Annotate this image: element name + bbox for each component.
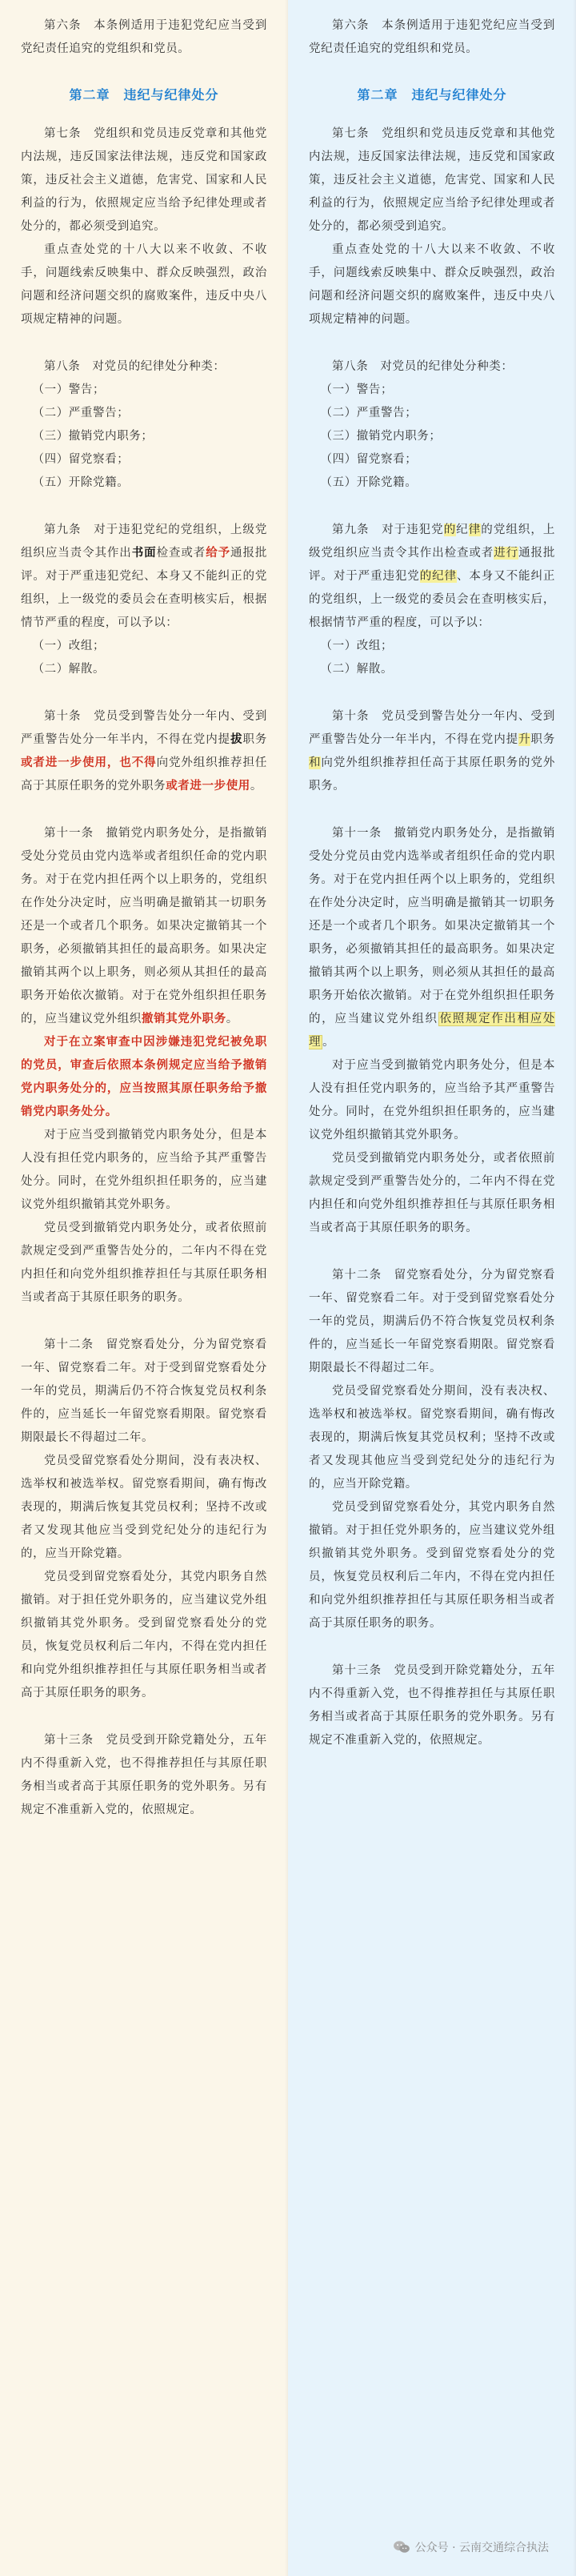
marked-text: 书面 <box>131 547 157 560</box>
article-block <box>21 122 267 331</box>
text-run: 第七条 党组织和党员违反党章和其他党内法规，违反国家法律法规，违反党和国家政策，违反社会主义道德，危害党、国家和人民利益的行为，依照规定应当给予纪律处理或者处分的，都必须受到追究。 <box>21 127 267 233</box>
text-run: 通报批评。对于严重违犯党 <box>309 547 556 583</box>
article-paragraph <box>309 519 555 635</box>
text-run: 的党组织，上级党组织应当责令其作出检查或者 <box>309 524 556 560</box>
article-paragraph <box>21 1334 267 1450</box>
article-paragraph <box>309 1264 555 1380</box>
text-run: 党员受到留党察看处分，其党内职务自然撤销。对于担任党外职务的，应当建议党外组织撤销其党外职务。受到留党察看处分的党员，恢复党员权利后二年内，不得在党内担任和向党外组织推荐担任与其原任职务相当或者高于其原任职务的职务。 <box>21 1571 267 1699</box>
article-paragraph <box>309 1380 555 1496</box>
article-paragraph <box>21 239 267 331</box>
list-item <box>21 471 267 495</box>
article-block <box>309 822 555 1240</box>
article-block <box>309 14 555 61</box>
article-paragraph <box>309 14 555 61</box>
marked-text: 撤销其党外职务 <box>142 1013 226 1025</box>
text-run: 第六条 本条例适用于违犯党纪应当受到党纪责任追究的党组织和党员。 <box>21 19 267 55</box>
marked-text: 的纪律 <box>419 570 457 583</box>
text-run: （三）撤销党内职务； <box>32 430 154 443</box>
text-run: （五）开除党籍。 <box>320 476 418 489</box>
text-run: 第九条 对于违犯党 <box>332 524 444 536</box>
text-run: 第九条 对于违犯党纪的党组织，上级党组织应当责令其作出 <box>21 524 267 560</box>
article-paragraph <box>21 14 267 61</box>
text-run: （五）开除党籍。 <box>32 476 130 489</box>
text-run: 党员受到留党察看处分，其党内职务自然撤销。对于担任党外职务的，应当建议党外组织撤销其党外职务。受到留党察看处分的党员，恢复党员权利后二年内，不得在党内担任和向党外组织推荐担任与其原任职务相当或者高于其原任职务的职务。 <box>309 1501 555 1630</box>
list-item <box>21 635 267 658</box>
text-run: 党员受留党察看处分期间，没有表决权、选举权和被选举权。留党察看期间，确有悔改表现的，期满后恢复其党员权利；坚持不改或者又发现其他应当受到党纪处分的违纪行为的，应当开除党籍。 <box>309 1385 555 1491</box>
article-paragraph <box>21 355 267 379</box>
article-paragraph <box>309 1147 555 1240</box>
text-run: 。 <box>250 780 263 792</box>
text-run: 党员受留党察看处分期间，没有表决权、选举权和被选举权。留党察看期间，确有悔改表现的，期满后恢复其党员权利；坚持不改或者又发现其他应当受到党纪处分的违纪行为的，应当开除党籍。 <box>21 1455 267 1560</box>
text-run: 第八条 对党员的纪律处分种类： <box>44 360 226 373</box>
article-paragraph <box>21 1566 267 1705</box>
list-item <box>21 448 267 471</box>
article-paragraph <box>21 519 267 635</box>
text-run: 第八条 对党员的纪律处分种类： <box>332 360 514 373</box>
text-run: 第十一条 撤销党内职务处分，是指撤销受处分党员由党内选举或者组织任命的党内职务。对于在党内担任两个以上职务的，党组织在作处分决定时，应当明确是撤销其一切职务还是一个或者几个职务。如果决定撤销其一个职务，必须撤销其担任的最高职务。如果决定撤销其两个以上职务，则必须从其担任的最高职务开始依次撤销。对于在党外组织担任职务的，应当建议党外组织 <box>21 827 267 1025</box>
text-run: （二）严重警告； <box>32 407 130 419</box>
text-run: 职务 <box>242 733 267 746</box>
text-run: 党员受到撤销党内职务处分，或者依照前款规定受到严重警告处分的，二年内不得在党内担任和向党外组织推荐担任与其原任职务相当或者高于其原任职务的职务。 <box>21 1222 267 1304</box>
text-run: 。 <box>322 1036 335 1049</box>
text-run: （一）警告； <box>32 383 106 396</box>
marked-text: 或者进一步使用 <box>166 780 250 792</box>
text-run: 重点查处党的十八大以来不收敛、不收手，问题线索反映集中、群众反映强烈，政治问题和经济问题交织的腐败案件，违反中央八项规定精神的问题。 <box>309 243 555 326</box>
text-run: （三）撤销党内职务； <box>320 430 442 443</box>
article-block <box>309 122 555 331</box>
text-run: 第七条 党组织和党员违反党章和其他党内法规，违反国家法律法规，违反党和国家政策，违反社会主义道德，危害党、国家和人民利益的行为，依照规定应当给予纪律处理或者处分的，都必须受到追究。 <box>309 127 555 233</box>
marked-text: 进行 <box>494 547 519 560</box>
text-run: 。 <box>226 1013 238 1025</box>
right-column-revised <box>288 0 576 2576</box>
list-item <box>309 635 555 658</box>
text-run: 向党外组织推荐担任高于其原任职务的党外职务 <box>21 756 267 792</box>
text-run: （一）改组； <box>320 640 394 652</box>
article-paragraph <box>21 822 267 1031</box>
list-item <box>309 379 555 402</box>
text-run: （四）留党察看； <box>320 453 418 466</box>
marked-text: 或者进一步使用， <box>21 756 120 769</box>
article-paragraph <box>309 122 555 239</box>
text-run: （一）警告； <box>320 383 394 396</box>
text-run: 第十条 党员受到警告处分一年内、受到严重警告处分一年半内，不得在党内提 <box>309 710 555 746</box>
article-paragraph <box>309 355 555 379</box>
article-block <box>309 519 555 681</box>
text-run: 通报批评。对于严重违犯党纪、本身又不能纠正的党组织，上一级党的委员会在查明核实后，根据情节严重的程度，可以予以： <box>21 547 267 629</box>
chapter-heading: 第二章 违纪与纪律处分 <box>69 87 219 102</box>
marked-text: 也不得 <box>119 756 157 769</box>
marked-text: 的 <box>443 524 457 536</box>
text-run: 对于应当受到撤销党内职务处分，但是本人没有担任党内职务的，应当给予其严重警告处分。同时，在党外组织担任职务的，应当建议党外组织撤销其党外职务。 <box>21 1129 267 1211</box>
marked-text: 拔 <box>230 733 243 746</box>
article-paragraph <box>309 1659 555 1752</box>
text-run: 职务 <box>530 733 555 746</box>
article-paragraph <box>309 239 555 331</box>
list-item <box>21 379 267 402</box>
marked-text: 依照规定作出相应处理 <box>309 1013 555 1049</box>
text-run: （一）改组； <box>32 640 106 652</box>
article-block <box>21 822 267 1310</box>
article-paragraph <box>21 122 267 239</box>
text-run: 重点查处党的十八大以来不收敛、不收手，问题线索反映集中、群众反映强烈，政治问题和经济问题交织的腐败案件，违反中央八项规定精神的问题。 <box>21 243 267 326</box>
article-paragraph <box>21 705 267 798</box>
article-paragraph <box>309 705 555 798</box>
list-item <box>309 425 555 448</box>
text-run: 第六条 本条例适用于违犯党纪应当受到党纪责任追究的党组织和党员。 <box>309 19 555 55</box>
text-run: 第十二条 留党察看处分，分为留党察看一年、留党察看二年。对于受到留党察看处分一年的党员，期满后仍不符合恢复党员权利条件的，应当延长一年留党察看期限。留党察看期限最长不得超过二年。 <box>309 1269 555 1374</box>
text-run: 纪 <box>456 524 469 536</box>
marked-text: 升 <box>518 733 531 746</box>
marked-text: 对于在立案审查中因涉嫌违犯党纪被免职的党员，审查后依照本条例规定应当给予撤销党内职务处分的，应当按照其原任职务给予撤销党内职务处分。 <box>21 1036 267 1118</box>
text-run: 第十三条 党员受到开除党籍处分，五年内不得重新入党，也不得推荐担任与其原任职务相当或者高于其原任职务的党外职务。另有规定不准重新入党的，依照规定。 <box>309 1664 555 1747</box>
article-paragraph <box>21 1729 267 1822</box>
list-item <box>309 658 555 681</box>
list-item <box>21 402 267 425</box>
text-run: （二）解散。 <box>32 663 106 676</box>
article-paragraph <box>21 1124 267 1217</box>
article-paragraph <box>21 1450 267 1566</box>
text-run: 检查或者 <box>156 547 206 560</box>
text-run: （二）解散。 <box>320 663 394 676</box>
article-block <box>21 14 267 61</box>
article-block <box>309 705 555 798</box>
article-paragraph <box>309 1054 555 1147</box>
text-run: 第十条 党员受到警告处分一年内、受到严重警告处分一年半内，不得在党内提 <box>21 710 267 746</box>
list-item <box>309 471 555 495</box>
article-block <box>21 519 267 681</box>
article-paragraph <box>309 822 555 1054</box>
text-run: 第十二条 留党察看处分，分为留党察看一年、留党察看二年。对于受到留党察看处分一年的党员，期满后仍不符合恢复党员权利条件的，应当延长一年留党察看期限。留党察看期限最长不得超过二年。 <box>21 1338 267 1444</box>
marked-text: 给予 <box>206 547 231 560</box>
marked-text: 律 <box>468 524 482 536</box>
list-item <box>21 425 267 448</box>
text-run: 党员受到撤销党内职务处分，或者依照前款规定受到严重警告处分的，二年内不得在党内担任和向党外组织推荐担任与其原任职务相当或者高于其原任职务的职务。 <box>309 1152 555 1234</box>
list-item <box>309 402 555 425</box>
article-block <box>309 1264 555 1635</box>
list-item <box>21 658 267 681</box>
article-block <box>309 355 555 495</box>
chapter-heading: 第二章 违纪与纪律处分 <box>357 87 507 102</box>
text-run: 向党外组织推荐担任高于其原任职务的党外职务。 <box>309 756 555 792</box>
article-block <box>21 1334 267 1705</box>
article-paragraph <box>21 1031 267 1124</box>
text-run: （四）留党察看； <box>32 453 130 466</box>
text-run: 第十三条 党员受到开除党籍处分，五年内不得重新入党，也不得推荐担任与其原任职务相当或者高于其原任职务的党外职务。另有规定不准重新入党的，依照规定。 <box>21 1734 267 1816</box>
text-run: 第十一条 撤销党内职务处分，是指撤销受处分党员由党内选举或者组织任命的党内职务。对于在党内担任两个以上职务的，党组织在作处分决定时，应当明确是撤销其一切职务还是一个或者几个职务。如果决定撤销其一个职务，必须撤销其担任的最高职务。如果决定撤销其两个以上职务，则必须从其担任的最高职务开始依次撤销。对于在党外组织担任职务的，应当建议党外组织 <box>309 827 555 1025</box>
list-item <box>309 448 555 471</box>
marked-text: 和 <box>309 756 322 769</box>
text-run: （二）严重警告； <box>320 407 418 419</box>
article-block <box>21 355 267 495</box>
text-run: 对于应当受到撤销党内职务处分，但是本人没有担任党内职务的，应当给予其严重警告处分。同时，在党外组织担任职务的，应当建议党外组织撤销其党外职务。 <box>309 1059 555 1142</box>
article-block <box>21 705 267 798</box>
watermark <box>393 2539 549 2555</box>
watermark-text: 公众号 · 云南交通综合执法 <box>414 2542 549 2554</box>
text-run: 、本身又不能纠正的党组织，上一级党的委员会在查明核实后，根据情节严重的程度，可以予以： <box>309 570 555 629</box>
article-paragraph <box>309 1496 555 1635</box>
article-block <box>21 1729 267 1822</box>
article-block <box>309 1659 555 1752</box>
article-paragraph <box>21 1217 267 1310</box>
wechat-icon <box>393 2540 410 2554</box>
